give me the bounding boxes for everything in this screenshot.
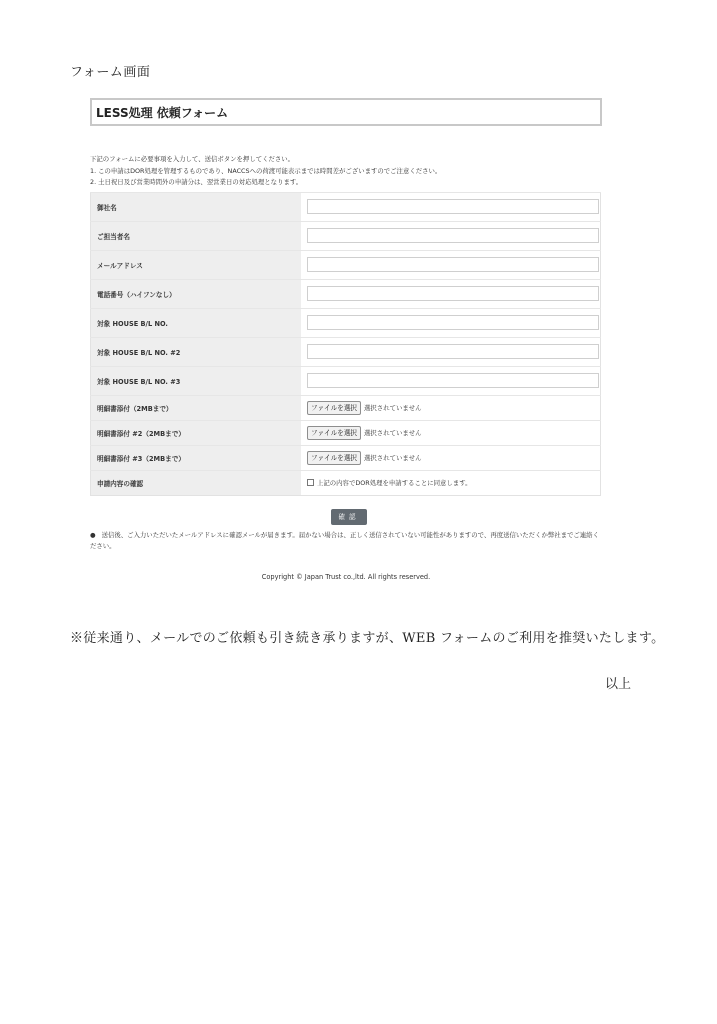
copyright: Copyright © Japan Trust co.,ltd. All rights reserved. [261,572,431,581]
form-row-confirm [91,470,601,495]
file-status: 選択されていません [364,404,422,412]
form-screenshot [90,98,602,581]
intro-line: 下記のフォームに必要事項を入力して、送信ボタンを押してください。 [90,155,295,163]
field-label: 御社名 [91,192,302,221]
form-row-company [91,192,601,221]
confirm-button[interactable]: 確認 [331,509,366,525]
field-label: 対象 HOUSE B/L NO. [91,308,302,337]
choose-file-button[interactable]: ファイルを選択 [307,401,361,415]
field-label: 明細書添付 #2（2MBまで） [91,420,302,445]
form-title-box [90,98,602,126]
form-row-house-bl-1 [91,308,601,337]
field-label: 電話番号（ハイフンなし） [91,279,302,308]
field-label: メールアドレス [91,250,302,279]
form-row-attachment-2 [91,420,601,445]
form-note [90,530,602,553]
form-intro [90,154,602,189]
consent-text: 上記の内容でDOR処理を申請することに同意します。 [317,479,472,487]
contact-person-input[interactable] [307,228,599,243]
field-label: 対象 HOUSE B/L NO. #3 [91,366,302,395]
house-bl-input-2[interactable] [307,344,599,359]
form-row-attachment-1 [91,395,601,420]
form-table [90,192,601,496]
field-label: ご担当者名 [91,221,302,250]
house-bl-input-3[interactable] [307,373,599,388]
form-row-house-bl-2 [91,337,601,366]
form-row-phone [91,279,601,308]
field-label: 対象 HOUSE B/L NO. #2 [91,337,302,366]
file-status: 選択されていません [364,454,422,462]
form-row-attachment-3 [91,445,601,470]
field-label: 申請内容の確認 [91,470,302,495]
form-title: LESS処理 依頼フォーム [96,105,229,120]
form-row-email [91,250,601,279]
closing-text: 以上 [605,677,632,692]
note-text: 送信後、ご入力いただいたメールアドレスに確認メールが届きます。届かない場合は、正しく送信されていない可能性がありますので、再度送信いただくか弊社までご連絡ください。 [90,530,599,550]
bullet-icon: ● [90,530,96,539]
file-picker [307,426,600,440]
form-row-house-bl-3 [91,366,601,395]
phone-input[interactable] [307,286,599,301]
form-row-contact [91,221,601,250]
consent-checkbox[interactable] [307,479,314,486]
consent-control [307,478,600,487]
house-bl-input-1[interactable] [307,315,599,330]
remark-text: ※従来通り、メールでのご依頼も引き続き承りますが、WEB フォームのご利用を推奨いたします。 [70,631,665,646]
file-picker [307,401,600,415]
field-label: 明細書添付（2MBまで） [91,395,302,420]
submit-area [90,504,602,520]
email-input[interactable] [307,257,599,272]
page-heading: フォーム画面 [70,65,151,80]
field-label: 明細書添付 #3（2MBまで） [91,445,302,470]
choose-file-button[interactable]: ファイルを選択 [307,426,361,440]
choose-file-button[interactable]: ファイルを選択 [307,451,361,465]
file-status: 選択されていません [364,429,422,437]
company-name-input[interactable] [307,199,599,214]
file-picker [307,451,600,465]
intro-line: 2. 土日祝日及び営業時間外の申請分は、翌営業日の対応処理となります。 [90,178,303,186]
intro-line: 1. この申請はDOR処理を管理するものであり、NACCSへの荷渡可能表示までは時間差がございますのでご注意ください。 [90,166,442,175]
